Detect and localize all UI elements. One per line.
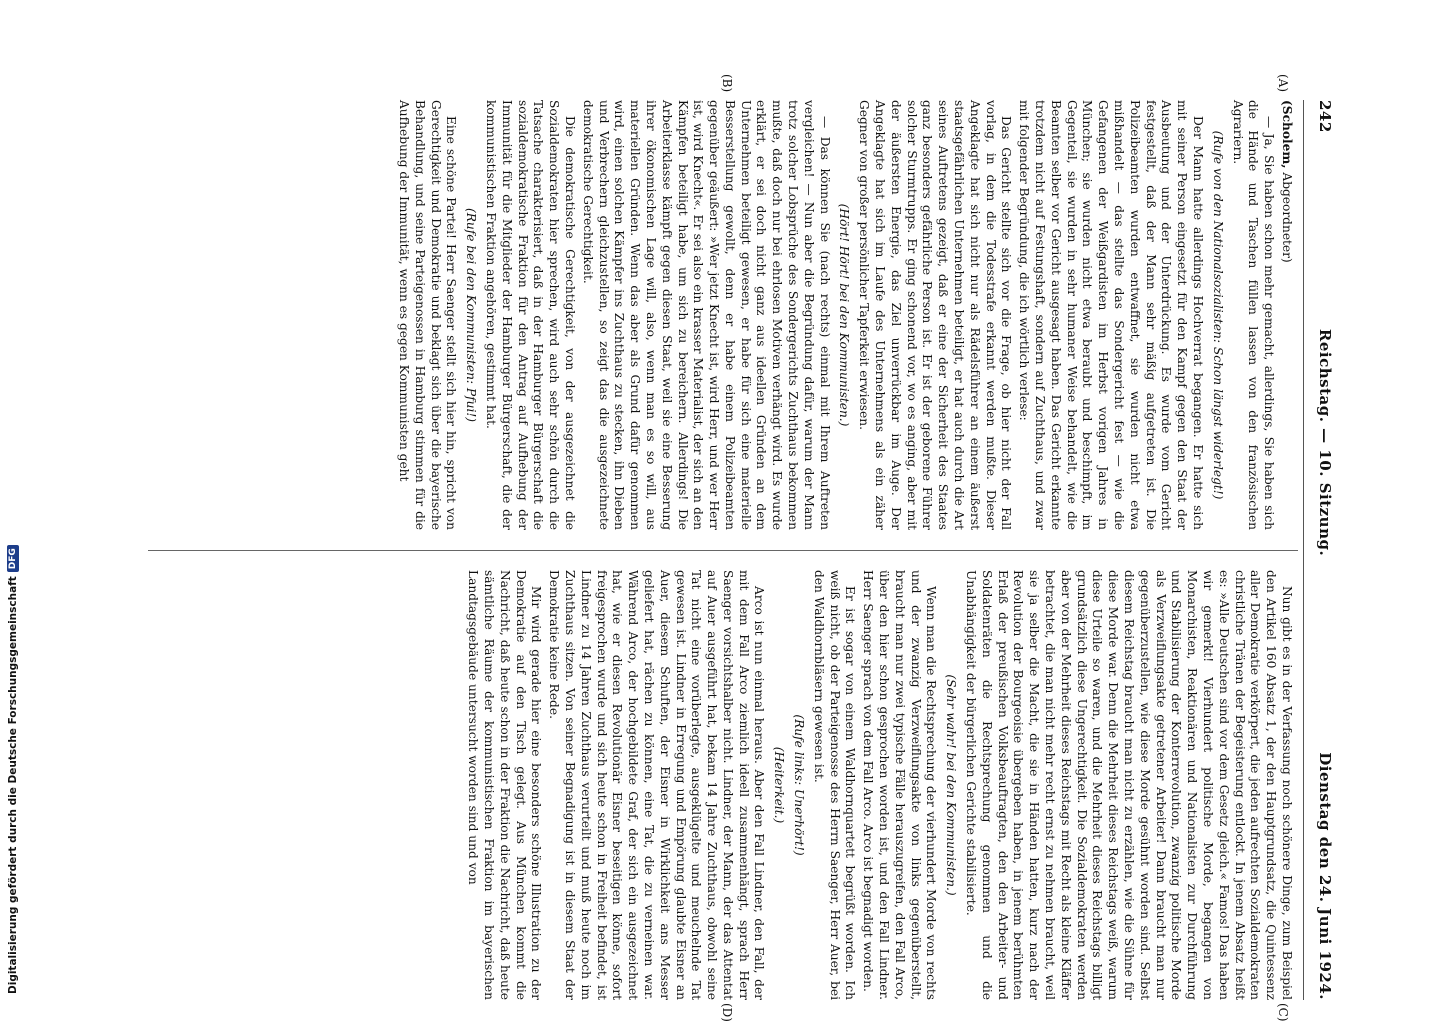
speaker-line bbox=[1278, 100, 1294, 530]
credit-text: Digitalisierung gefördert durch die Deutsche Forschungsgemeinschaft bbox=[7, 576, 19, 994]
interjection: (Hört! Hört! bei den Kommunisten.) bbox=[837, 203, 852, 427]
left-column bbox=[393, 100, 1294, 530]
paragraph: — Ja, Sie haben schon mehr gemacht, allerdings, Sie haben sich die Hände und Taschen füllen lassen von den französischen Agrariern. bbox=[1230, 100, 1277, 530]
interjection: (Rufe links: Unerhört!) bbox=[792, 714, 807, 856]
speaker-role: Abgeordneter) bbox=[1280, 168, 1294, 263]
interjection: (Rufe bei den Kommunisten: Pfui!) bbox=[464, 207, 479, 423]
paragraph: Nun gibt es in der Verfassung noch schönere Dinge, zum Beispiel den Artikel 160 Absatz 1, der den Hauptgrundsatz, die Quintessenz aller Demokratie verkörpert, die jeden aufrechten Sozialdemokraten christliche Tränen der Begeisterung entlockt. In jenem Absatz heißt es: »Alle Deutschen sind vor dem Gesetz gleich.« Famos! Das haben wir gemerkt! Vierhundert politische Morde, begangen von Monarchisten, Reaktionären und Nationalisten zur Durchführung und Stabilisierung der Konterrevolution, zwanzig politische Morde als Verzweiflungsakte getretener Arbeiter! Dann braucht man nur gegenüberzustellen, wie diese Morde gesühnt worden sind. Selbst diesem Reichstag braucht man nicht zu erzählen, wie die Sühne für diese Morde war. Denn die Mehrheit dieses Reichstags weiß, warum diese Urteile so waren, und die Mehrheit dieses Reichstags billigt grundsätzlich diese Ungerechtigkeit. Die Sozialdemokraten werden aber von der Mehrheit dieses Reichstags mit Recht als kleine Kläffer betrachtet, die man nicht mehr recht ernst zu nehmen braucht, weil sie ja selber die Macht, die sie in Händen hatten, kurz nach der Revolution der Bourgeoisie übergeben haben, in jenem berühmten Erlaß der preußischen Volksbeauftragten, den den Arbeiter- und Soldatenräten die Rechtsprechung genommen und die Unabhängigkeit der bürgerlichen Gerichte stabilisierte. bbox=[964, 570, 1294, 1000]
paragraph: Mir wird gerade hier eine besonders schöne Illustration zu der Demokratie auf den Tisch gelegt. Aus München kommt die Nachricht, daß heute schon in der Fraktion die Nachricht, daß heute sämtliche Räume der kommunistischen Fraktion im bayerischen Landtagsgebäude untersucht worden sind und von bbox=[466, 570, 544, 1000]
paragraph: Er ist sogar von einem Waldhornquartett begrüßt worden. Ich weiß nicht, ob der Parteigenosse des Herrn Saenger, Herr Auer, bei den Waldhornbläsern gewesen ist. bbox=[811, 570, 858, 1000]
margin-marker-d: (D) bbox=[720, 1003, 734, 1022]
paragraph: Wenn man die Rechtsprechung der vierhundert Morde von rechts und der zwanzig Verzweiflungsakte von links gegenüberstellt, braucht man nur zwei typische Fälle herauszugreifen, den Fall Arco, über den hier schon gesprochen worden ist, und den Fall Lindner. Herr Saenger sprach von dem Fall Arco. Arco ist begnadigt worden. bbox=[861, 570, 939, 1000]
page-number: 242 bbox=[1316, 100, 1334, 133]
margin-marker-a: (A) bbox=[1276, 74, 1290, 93]
column-divider bbox=[148, 550, 1298, 551]
paragraph: Das Gericht stellte sich vor die Frage, ob hier nicht der Fall vorlag, in dem die Todesstrafe erkannt werden mußte. Dieser Angeklagte hat sich nicht nur als Rädelsführer an einem äußerst staatsgefährlichen Unternehmen beteiligt, er hat auch durch die Art seines Auftretens gezeigt, daß er eine der Sicherheit des Staates ganz besonders gefährliche Person ist. Er ist der geborene Führer solcher Sturmtrupps. Er ging schonend vor, wo es anging, aber mit der äußersten Energie, das Ziel unverrückbar im Auge. Der Angeklagte hat sich im Laufe des Unternehmens als ein zäher Gegner von großer persönlicher Tapferkeit erwiesen. bbox=[857, 100, 1014, 530]
margin-marker-b: (B) bbox=[720, 74, 734, 93]
digitization-credit bbox=[6, 470, 20, 994]
paragraph: Arco ist nun einmal heraus. Aber den Fall Lindner, den Fall, der mit dem Fall Arco ziemlich ideell zusammenhängt, sprach Herr Saenger vorsichtshalber nicht. Lindner, der Mann, der das Attentat auf Auer ausgeführt hat, bekam 14 Jahre Zuchthaus, obwohl seine Tat nicht eine vorüberlegte, ausgeklügelte und meuchelnde Tat gewesen ist. Lindner in Erregung und Empörung glaubte Eisner an Auer, diesem Schuften, der Eisner in Wirklichkeit ans Messer geliefert hat, rächen zu können, eine Tat, die zu verneinen war. Während Arco, der hochgebildete Graf, der sich ein ausgezeichnet hat, wie er diesen Revolutionär Eisner beseitigen könne, sofort freigesprochen wurde und sich heute schon in Freiheit befindet, ist Lindner zu 14 Jahren Zuchthaus verurteilt und muß heute noch im Zuchthaus sitzen. Von seiner Begnadigung ist in diesem Staat der Demokratie keine Rede. bbox=[547, 570, 767, 1000]
interjection: (Heiterkeit.) bbox=[772, 746, 787, 824]
session-date: Dienstag den 24. Juni 1924. bbox=[1316, 752, 1334, 1000]
interjection: (Rufe von den Nationalsozialisten: Schon längst widerlegt!) bbox=[1210, 130, 1225, 500]
paragraph: — Das können Sie (nach rechts) einmal mit Ihrem Auftreten vergleichen! — Nun aber die Begründung dafür, warum der Mann trotz solcher Lobsprüche des Sondergerichts Zuchthaus bekommen mußte, daß doch nur bei ehrlosen Motiven verhängt wird. Es wurde erklärt, er sei doch nicht ganz aus ideellen Gründen an dem Unternehmen beteiligt gewesen, er habe für sich eine materielle Besserstellung gewollt, denn er habe einem Polizeibeamten gegenüber geäußert: »Wer jetzt Knecht ist, wird Herr, und wer Herr ist, wird Knecht«. Er sei also ein krasser Materialist, der sich an den Kämpfen beteiligt habe, um sich zu bereichern. Allerdings! Die Arbeiterklasse kämpft gegen diesen Staat, weil sie eine Besserung ihrer ökonomischen Lage will, also, wenn man es so will, aus materiellen Gründen. Wenn das aber als Grund dafür genommen wird, einen solchen Kämpfer ins Zuchthaus zu stecken, ihn Dieben und Verbrechern gleichzustellen, so zeigt das die ausgezeichnete demokratische Gerechtigkeit. bbox=[580, 100, 832, 530]
running-title: Reichstag. — 10. Sitzung. bbox=[1316, 328, 1334, 557]
dfg-logo: DFG bbox=[7, 545, 19, 572]
paragraph: Der Mann hatte allerdings Hochverrat begangen. Er hatte sich mit seiner Person eingesetzt für den Kampf gegen den Staat der Ausbeutung und der Unterdrückung. Es wurde vom Gericht festgestellt, daß der Mann sehr mäßig aufgetreten ist. Die Polizeibeamten wurden entwaffnet, sie wurden nicht etwa mißhandelt — das stellte das Sondergericht fest — wie die Gefangenen der Weißgardisten im Herbst vorigen Jahres in München; sie wurden nicht etwa beraubt und beschimpft, im Gegenteil, sie wurden in sehr humaner Weise behandelt, wie die Beamten selber vor Gericht ausgesagt haben. Das Gericht erkannte trotzdem nicht auf Festungshaft, sondern auf Zuchthaus, und zwar mit folgender Begründung, die ich wörtlich verlese: bbox=[1017, 100, 1206, 530]
interjection: (Sehr wahr! bei den Kommunisten.) bbox=[944, 674, 959, 896]
rotated-newspaper-page bbox=[134, 74, 1334, 1022]
margin-marker-c: (C) bbox=[1276, 1003, 1290, 1022]
page-header bbox=[1303, 100, 1334, 1000]
paragraph: Eine schöne Partei! Herr Saenger stellt sich hier hin, spricht von Gerechtigkeit und Demokratie und beklagt sich über die bayerische Behandlung, und seine Parteigenossen in Hamburg stimmen für die Aufhebung der Immunität, wenn es gegen Kommunisten geht bbox=[396, 100, 459, 530]
paragraph: Die demokratische Gerechtigkeit, von der ausgezeichnet die Sozialdemokraten hier sprechen, wird auch sehr schön durch die Tatsache charakterisiert, daß in der Hamburger Bürgerschaft die sozialdemokratische Fraktion für den Antrag auf Aufhebung der Immunität für die Mitglieder der Hamburger Bürgerschaft, die der kommunistischen Fraktion angehören, gestimmt hat. bbox=[483, 100, 577, 530]
speaker-name: (Scholem, bbox=[1280, 100, 1294, 169]
right-column bbox=[462, 570, 1294, 1000]
